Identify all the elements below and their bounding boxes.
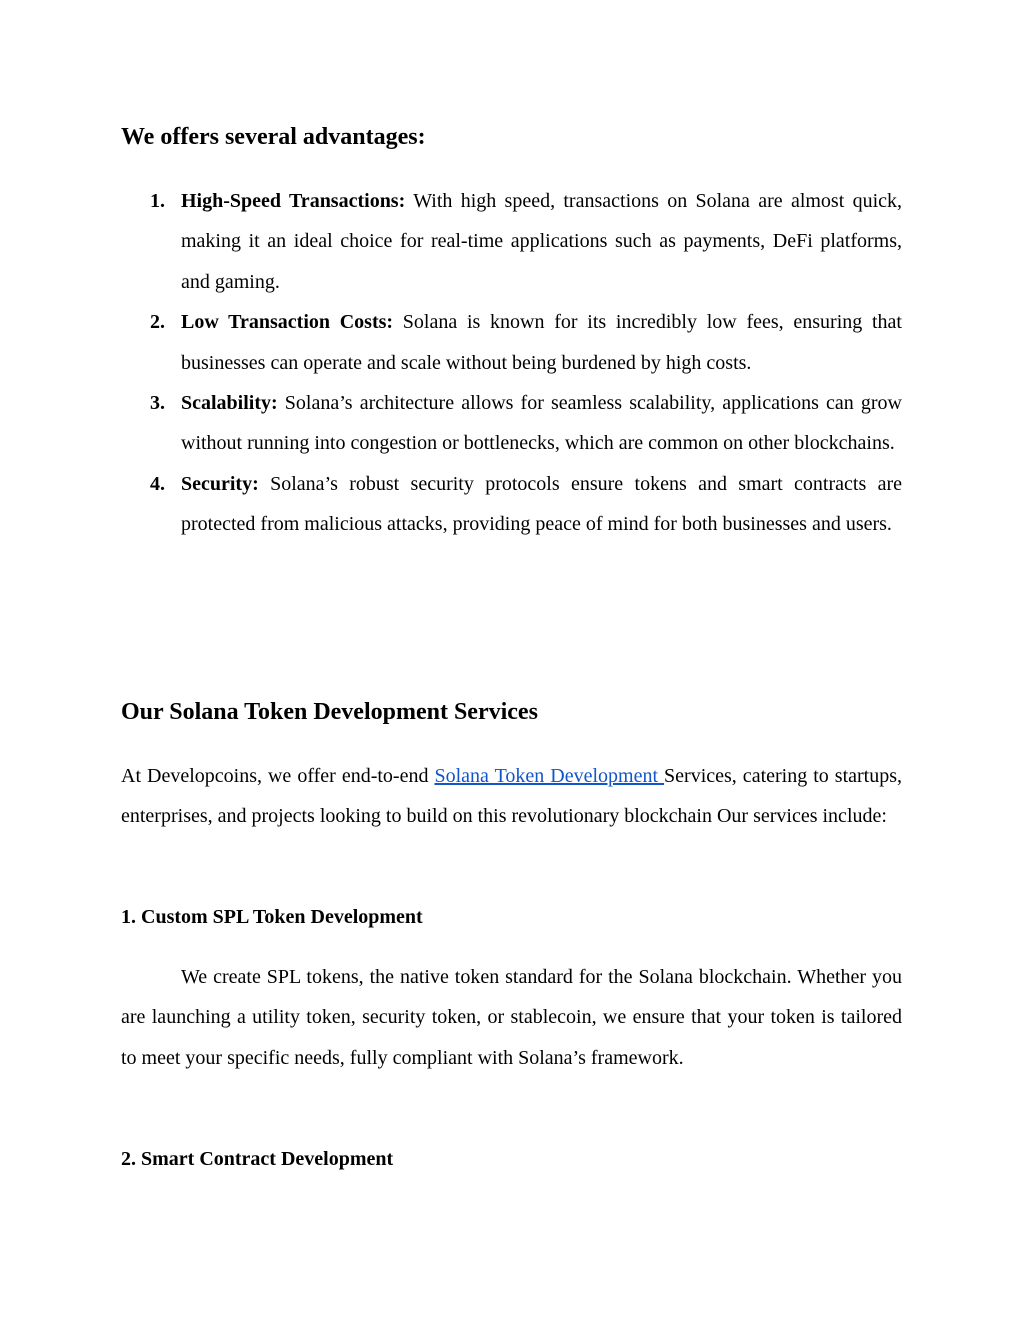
list-item-security (121, 464, 902, 545)
custom-spl-paragraph: We create SPL tokens, the native token standard for the Solana blockchain. Whether you are launching a utility token, security token, or stablecoin, we ensure that your token is tailored to meet your specific needs, fully compliant with Solana’s framework. (121, 966, 902, 1069)
list-number: 1. (150, 190, 165, 212)
list-item-text: Solana is known for its incredibly low fees, ensuring that businesses can operate and scale without being burdened by high costs. (181, 311, 902, 374)
services-heading: Our Solana Token Development Services (121, 699, 538, 725)
list-item-title: Low Transaction Costs: (181, 311, 394, 334)
custom-spl-heading: 1. Custom SPL Token Development (121, 906, 423, 928)
list-item-title: High-Speed Transactions: (181, 190, 406, 212)
list-item-text: Solana’s robust security protocols ensure tokens and smart contracts are protected from malicious attacks, providing peace of mind for both businesses and users. (181, 472, 902, 536)
smart-contract-heading: 2. Smart Contract Development (121, 1148, 394, 1170)
list-item-text: Solana’s architecture allows for seamless scalability, applications can grow without running into congestion or bottlenecks, which are common on other blockchains. (181, 392, 902, 455)
intro-text-before-link: At Developcoins, we offer end-to-end (121, 765, 435, 787)
list-item-high-speed (121, 181, 902, 302)
advantages-list (121, 181, 902, 545)
list-item-low-costs (121, 302, 902, 383)
solana-token-development-link[interactable]: Solana Token Development (434, 765, 665, 787)
list-item-scalability (121, 383, 902, 464)
intro-text-after-link: Services, catering to startups, enterprises, and projects looking to build on this revolutionary blockchain Our services include: (121, 765, 903, 828)
list-number: 4. (150, 472, 165, 495)
list-item-title: Security: (181, 472, 259, 495)
services-intro-paragraph (121, 756, 902, 837)
list-item-text: With high speed, transactions on Solana are almost quick, making it an ideal choice for real-time applications such as payments, DeFi platforms, and gaming. (181, 190, 902, 293)
advantages-heading: We offers several advantages: (121, 124, 426, 150)
list-item-title: Scalability: (181, 392, 278, 415)
list-number: 2. (150, 311, 165, 334)
list-number: 3. (150, 392, 165, 415)
